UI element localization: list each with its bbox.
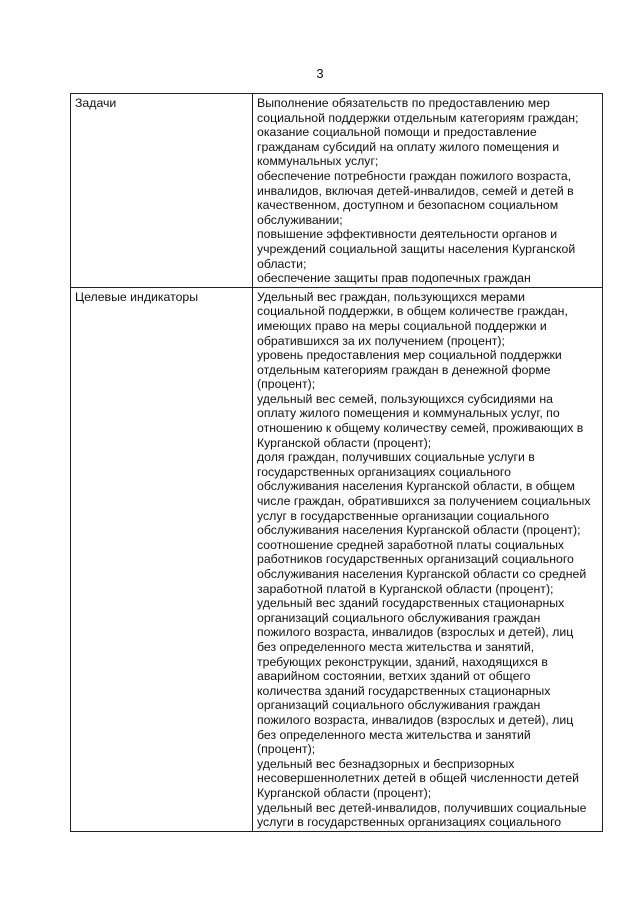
text-line: услуги в государственных организациях социального <box>257 815 562 830</box>
text-line: требующих реконструкции, зданий, находящихся в <box>257 654 548 669</box>
text-line: отдельным категориям граждан в денежной форме <box>257 362 551 377</box>
text-line: количества зданий государственных стационарных <box>257 683 551 698</box>
text-line: обратившихся за их получением (процент); <box>257 333 505 348</box>
text-line: Удельный вес граждан, пользующихся мерами <box>257 289 525 304</box>
text-line: оплату жилого помещения и коммунальных услуг, по <box>257 406 560 421</box>
text-line: аварийном состоянии, ветхих зданий от общего <box>257 669 531 684</box>
text-line: организаций социального обслуживания граждан <box>257 698 541 713</box>
text-line: обеспечение защиты прав подопечных граждан <box>257 271 531 286</box>
text-line: несовершеннолетних детей в общей численности детей <box>257 771 580 786</box>
text-line: учреждений социальной защиты населения Курганской <box>257 241 576 256</box>
text-line: инвалидов, включая детей-инвалидов, семей и детей в <box>257 183 574 198</box>
text-line: работников государственных организаций социального <box>257 552 574 567</box>
text-line: (процент); <box>257 377 316 392</box>
text-line: отношению к общему количеству семей, проживающих в <box>257 421 584 436</box>
text-line: обслуживания населения Курганской области со средней <box>257 567 587 581</box>
text-line: удельный вес семей, пользующихся субсидиями на <box>257 391 553 406</box>
text-line: Курганской области (процент); <box>257 435 432 450</box>
program-table <box>70 93 603 832</box>
text-line: социальной поддержки отдельным категориям граждан; <box>257 110 579 125</box>
text-line: пожилого возраста, инвалидов (взрослых и детей), лиц <box>257 712 574 727</box>
text-line: числе граждан, обратившихся за получением социальных <box>257 494 591 509</box>
row-content-target-indicators <box>253 287 603 831</box>
text-line: обеспечение потребности граждан пожилого возраста, <box>257 168 572 183</box>
text-line: уровень предоставления мер социальной поддержки <box>257 348 562 363</box>
text-line: социальной поддержки, в общем количестве граждан, <box>257 304 568 319</box>
text-line: доля граждан, получивших социальные услуги в <box>257 450 535 465</box>
text-line: (процент); <box>257 742 316 757</box>
text-line: обслуживания населения Курганской области, в общем <box>257 479 575 494</box>
text-line: без определенного места жительства и занятий <box>257 727 531 742</box>
row-label-target-indicators: Целевые индикаторы <box>71 287 253 831</box>
text-line: заработной платой в Курганской области (процент); <box>257 581 554 596</box>
text-line: без определенного места жительства и занятий, <box>257 639 535 654</box>
text-line: обслуживания населения Курганской области (процент); <box>257 523 581 538</box>
text-line: обслуживании; <box>257 212 343 227</box>
text-line: удельный вес безнадзорных и беспризорных <box>257 756 515 771</box>
text-line: организаций социального обслуживания граждан <box>257 610 541 625</box>
text-line: коммунальных услуг; <box>257 154 379 169</box>
text-line: области; <box>257 256 307 271</box>
table-row-tasks <box>71 94 603 288</box>
text-line: качественном, доступном и безопасном социальном <box>257 198 559 213</box>
text-line: удельный вес детей-инвалидов, получивших социальные <box>257 800 587 815</box>
text-line: удельный вес зданий государственных стационарных <box>257 596 565 611</box>
text-line: Курганской области (процент); <box>257 785 432 800</box>
text-line: повышение эффективности деятельности органов и <box>257 227 558 242</box>
text-line: Выполнение обязательств по предоставлению мер <box>257 96 550 110</box>
text-line: оказание социальной помощи и предоставление <box>257 125 537 140</box>
text-line: гражданам субсидий на оплату жилого помещения и <box>257 139 560 154</box>
row-content-tasks <box>253 94 603 288</box>
text-line: государственных организациях социального <box>257 464 511 479</box>
table-row-target-indicators <box>71 287 603 831</box>
text-line: соотношение средней заработной платы социальных <box>257 537 565 552</box>
row-label-tasks: Задачи <box>71 94 253 288</box>
text-line: имеющих право на меры социальной поддержки и <box>257 318 547 333</box>
page-number: 3 <box>316 66 324 81</box>
text-line: услуг в государственные организации социального <box>257 508 550 523</box>
text-line: пожилого возраста, инвалидов (взрослых и детей), лиц <box>257 625 574 640</box>
